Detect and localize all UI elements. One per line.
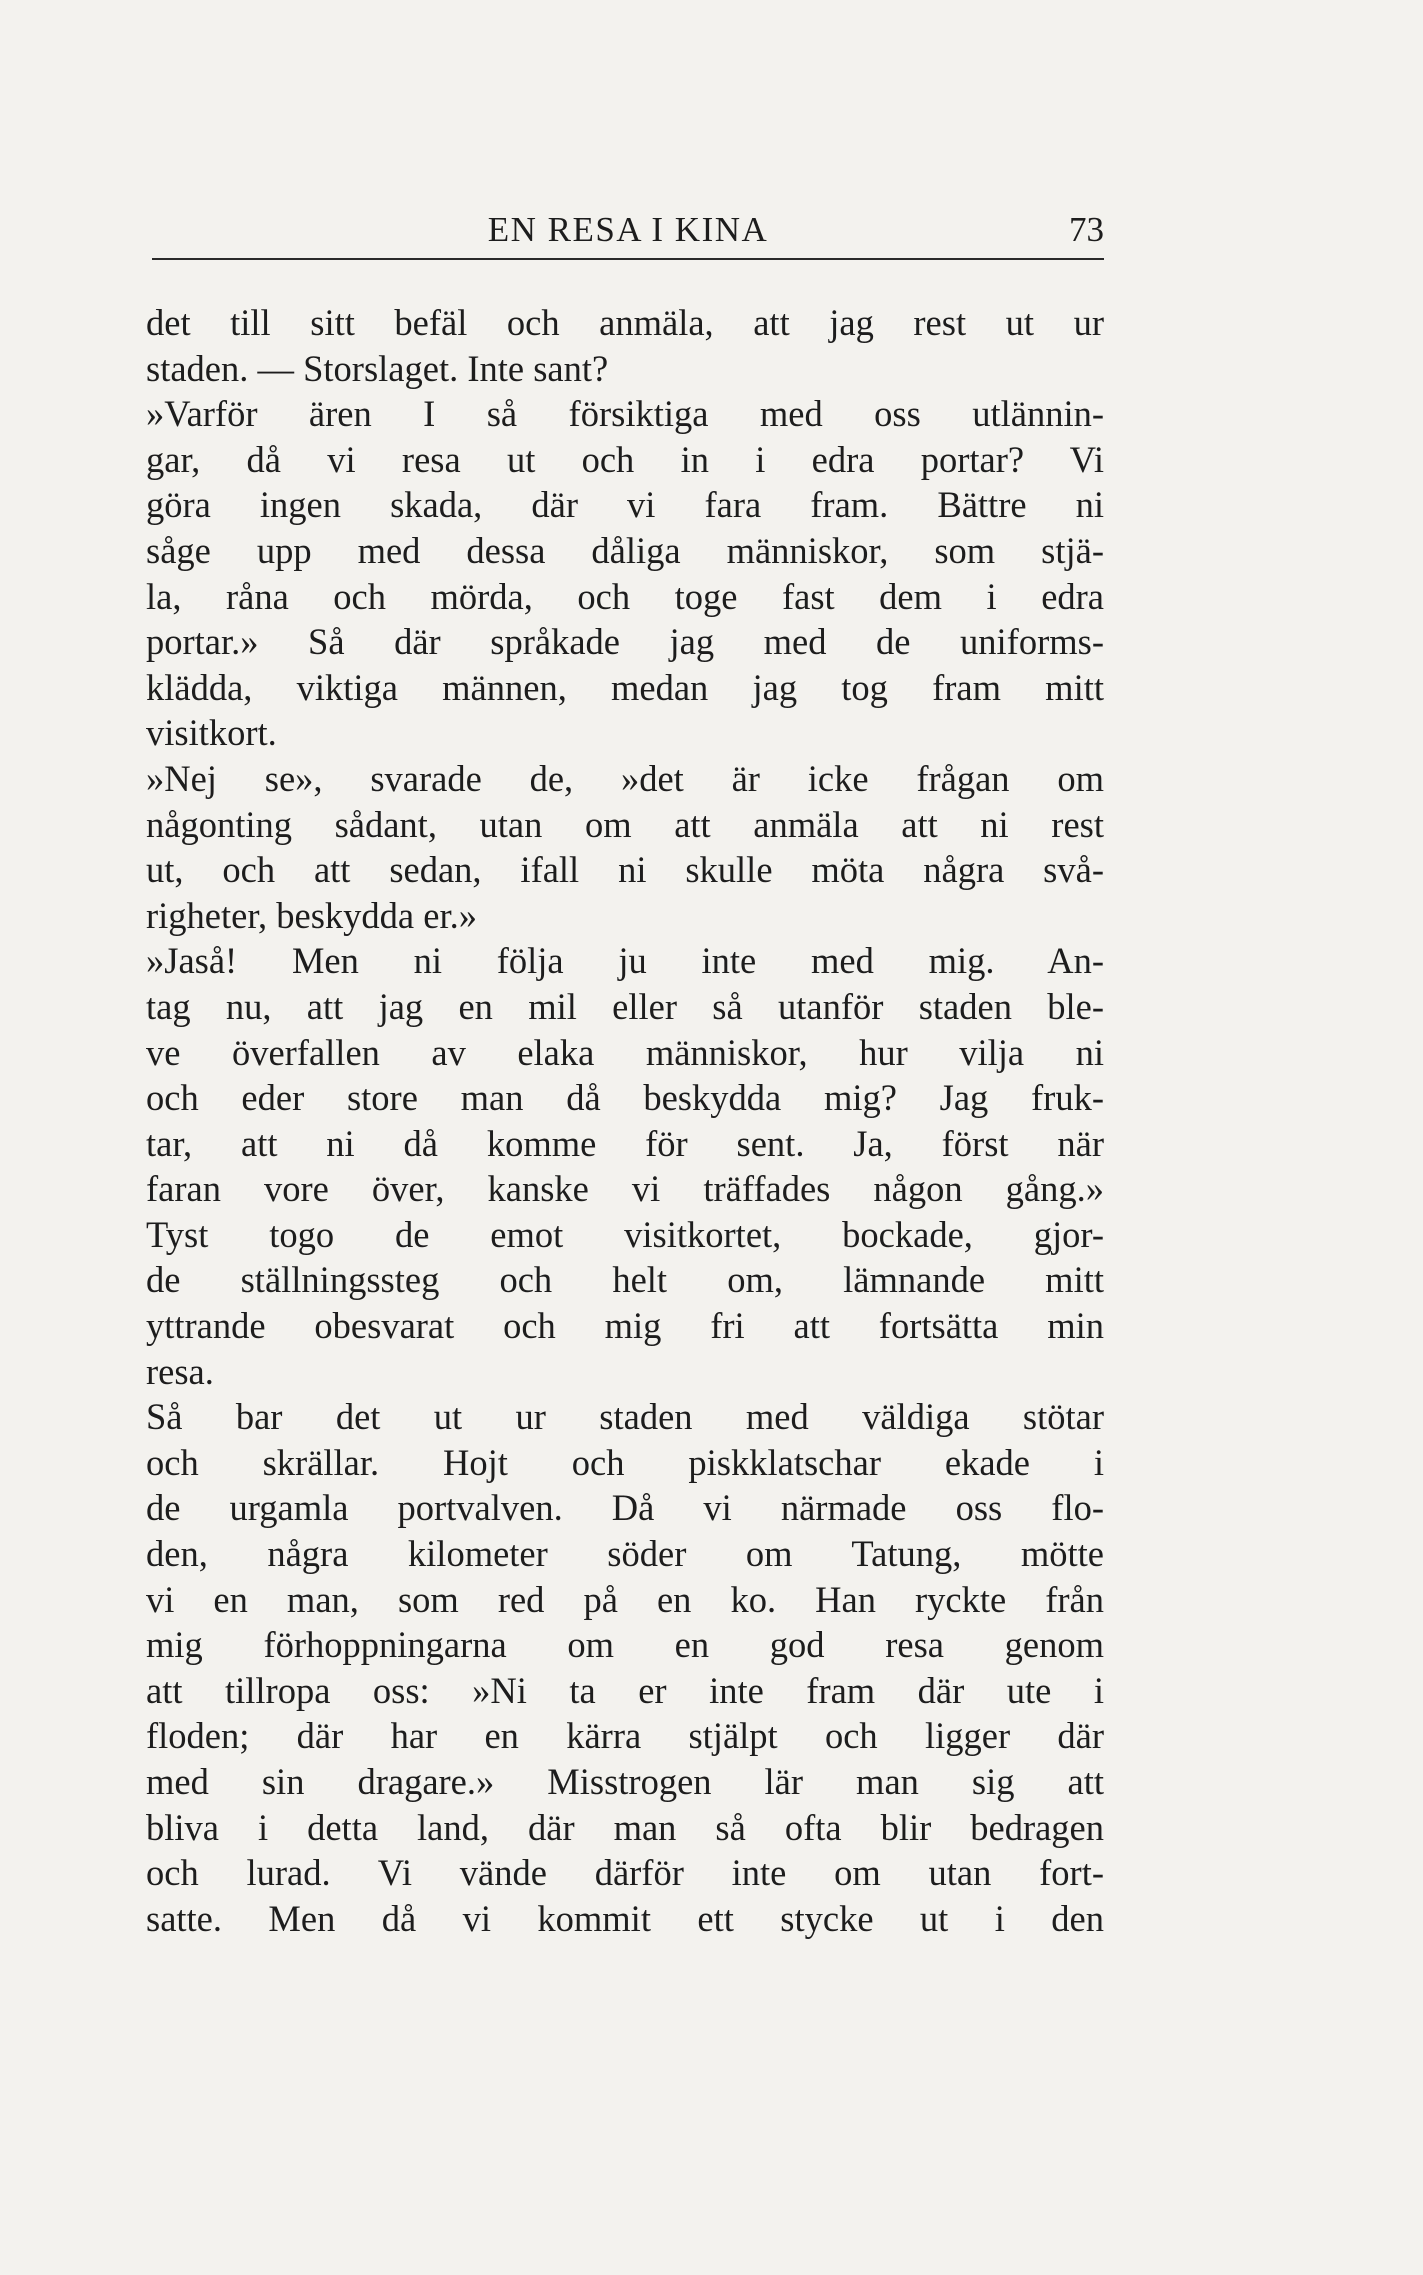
header-rule [152, 258, 1104, 260]
text-line: ut, och att sedan, ifall ni skulle möta några svå- [146, 849, 1104, 891]
text-line: Tyst togo de emot visitkortet, bockade, gjor- [146, 1213, 1104, 1255]
text-line: la, råna och mörda, och toge fast dem i edra [146, 575, 1104, 617]
text-line: »Nej se», svarade de, »det är icke frågan om [146, 757, 1104, 799]
text-line: gar, då vi resa ut och in i edra portar? Vi [146, 438, 1104, 480]
text-line: och lurad. Vi vände därför inte om utan fort- [146, 1852, 1104, 1894]
text-line: och skrällar. Hojt och piskklatschar ekade i [146, 1441, 1104, 1483]
running-head [152, 208, 1104, 258]
text-line: »Jaså! Men ni följa ju inte med mig. An- [146, 940, 1104, 982]
text-line: »Varför ären I så försiktiga med oss utlännin- [146, 393, 1104, 435]
text-line: göra ingen skada, där vi fara fram. Bättre ni [146, 484, 1104, 526]
text-line: att tillropa oss: »Ni ta er inte fram där ute i [146, 1669, 1104, 1711]
text-line: satte. Men då vi kommit ett stycke ut i den [146, 1897, 1104, 1939]
body-text [146, 300, 1104, 1941]
text-line: ve överfallen av elaka människor, hur vilja ni [146, 1031, 1104, 1073]
page-number: 73 [1069, 210, 1104, 249]
text-line: klädda, viktiga männen, medan jag tog fram mitt [146, 666, 1104, 708]
text-line: tag nu, att jag en mil eller så utanför staden ble- [146, 985, 1104, 1027]
text-line: resa. [146, 1350, 214, 1392]
text-line: bliva i detta land, där man så ofta blir bedragen [146, 1806, 1104, 1848]
text-line: yttrande obesvarat och mig fri att fortsätta min [146, 1305, 1104, 1347]
text-line: såge upp med dessa dåliga människor, som stjä- [146, 529, 1104, 571]
text-line: staden. — Storslaget. Inte sant? [146, 347, 609, 389]
text-line: Så bar det ut ur staden med väldiga stötar [146, 1396, 1104, 1438]
text-line: portar.» Så där språkade jag med de uniforms- [146, 621, 1104, 663]
text-line: mig förhoppningarna om en god resa genom [146, 1624, 1104, 1666]
text-line: någonting sådant, utan om att anmäla att ni rest [146, 803, 1104, 845]
running-head-title: EN RESA I KINA [487, 210, 769, 249]
text-line: vi en man, som red på en ko. Han ryckte från [146, 1578, 1104, 1620]
text-line: den, några kilometer söder om Tatung, mötte [146, 1533, 1104, 1575]
text-line: de ställningssteg och helt om, lämnande mitt [146, 1259, 1104, 1301]
text-line: det till sitt befäl och anmäla, att jag rest ut ur [146, 302, 1104, 343]
text-line: med sin dragare.» Misstrogen lär man sig att [146, 1761, 1104, 1802]
text-line: righeter, beskydda er.» [146, 894, 477, 936]
text-line: och eder store man då beskydda mig? Jag fruk- [146, 1077, 1104, 1119]
text-line: tar, att ni då komme för sent. Ja, först när [146, 1122, 1104, 1164]
text-line: de urgamla portvalven. Då vi närmade oss flo- [146, 1487, 1104, 1529]
text-line: floden; där har en kärra stjälpt och ligger där [146, 1715, 1104, 1757]
text-line: faran vore över, kanske vi träffades någon gång.» [146, 1168, 1104, 1210]
text-line: visitkort. [146, 712, 277, 754]
